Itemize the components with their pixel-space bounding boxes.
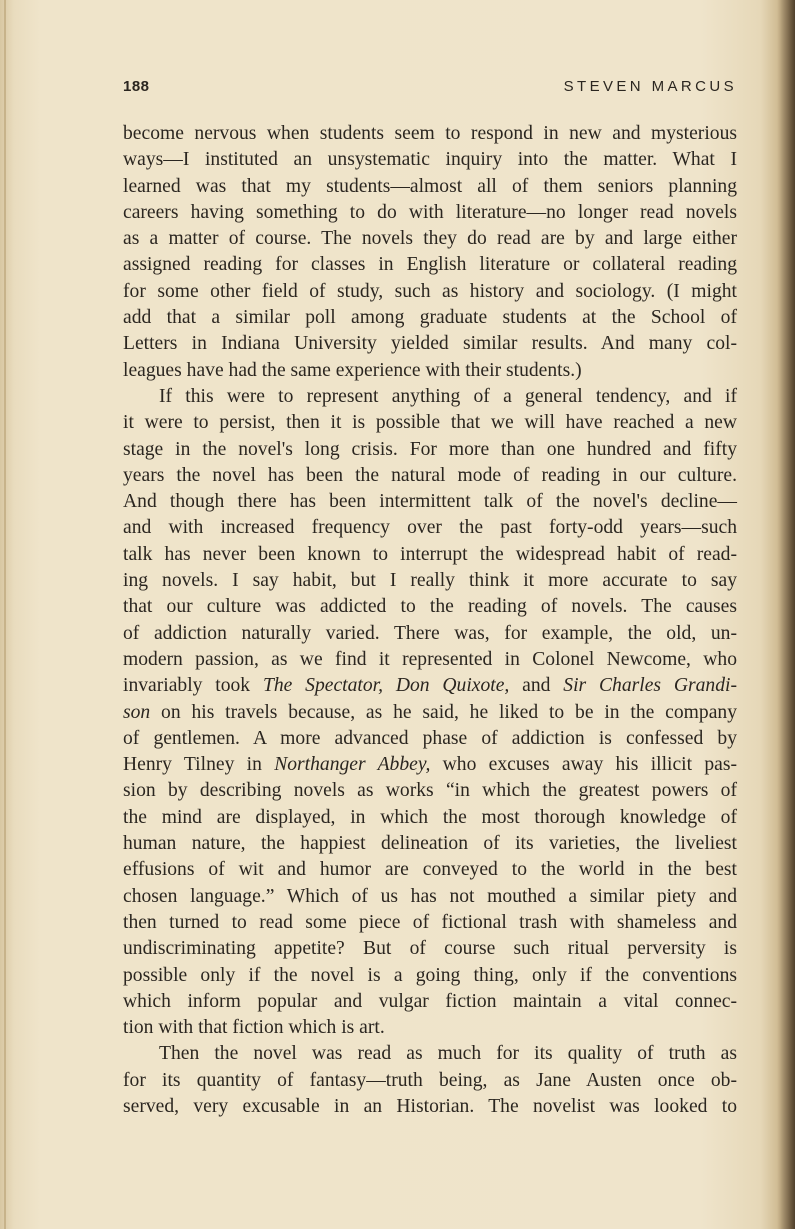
text-line: And though there has been intermittent talk of the novel's decline—	[123, 491, 737, 513]
text-line: then turned to read some piece of fictional trash with shameless and	[123, 911, 737, 933]
gutter-line	[4, 0, 6, 1229]
text-line: and with increased frequency over the past forty-odd years—such	[123, 517, 737, 539]
text-line: add that a similar poll among graduate students at the School of	[123, 307, 737, 329]
text-line: learned was that my students—almost all of them seniors planning	[123, 175, 737, 197]
text-line: ways—I instituted an unsystematic inquiry into the matter. What I	[123, 149, 737, 171]
text-line: which inform popular and vulgar fiction maintain a vital connec-	[123, 990, 737, 1012]
paragraph	[123, 1041, 737, 1120]
text-line: modern passion, as we find it represented in Colonel Newcome, who	[123, 648, 737, 670]
text-line: served, very excusable in an Historian. The novelist was looked to	[123, 1095, 737, 1117]
text-line: of gentlemen. A more advanced phase of addiction is confessed by	[123, 727, 737, 749]
paragraph	[123, 384, 737, 1041]
body-text	[123, 121, 737, 1120]
page-number: 188	[123, 78, 150, 95]
text-line: Then the novel was read as much for its quality of truth as	[159, 1043, 737, 1065]
paragraph	[123, 121, 737, 384]
text-line: for some other field of study, such as history and sociology. (I might	[123, 280, 737, 302]
text-line: the mind are displayed, in which the most thorough knowledge of	[123, 806, 737, 828]
text-line: years the novel has been the natural mode of reading in our culture.	[123, 464, 737, 486]
page-header	[123, 78, 737, 100]
text-line: for its quantity of fantasy—truth being, as Jane Austen once ob-	[123, 1069, 737, 1091]
text-line: human nature, the happiest delineation of its varieties, the liveliest	[123, 833, 737, 855]
text-line: as a matter of course. The novels they do read are by and large either	[123, 228, 737, 250]
italic-title: Sir Charles Grandi-	[563, 675, 737, 697]
text-line: ing novels. I say habit, but I really think it more accurate to say	[123, 570, 737, 592]
text-line: If this were to represent anything of a general tendency, and if	[159, 385, 737, 407]
text-line: become nervous when students seem to respond in new and mysterious	[123, 123, 737, 144]
text-line: stage in the novel's long crisis. For more than one hundred and fifty	[123, 438, 737, 460]
text-line: tion with that fiction which is art.	[123, 1017, 385, 1039]
text-line: sion by describing novels as works “in which the greatest powers of	[123, 780, 737, 802]
text-line: Letters in Indiana University yielded similar results. And many col-	[123, 333, 737, 355]
text-line: talk has never been known to interrupt the widespread habit of read-	[123, 543, 737, 565]
text-line: that our culture was addicted to the reading of novels. The causes	[123, 596, 737, 618]
text-line: effusions of wit and humor are conveyed to the world in the best	[123, 859, 737, 881]
italic-title: Don Quixote,	[395, 675, 510, 697]
italic-title: The Spectator,	[262, 675, 383, 697]
text-line: invariably took The Spectator, Don Quixote, and Sir Charles Grandi-	[123, 675, 737, 697]
text-line: possible only if the novel is a going thing, only if the conventions	[123, 964, 737, 986]
text-line: chosen language.” Which of us has not mouthed a similar piety and	[123, 885, 737, 907]
page-edge-shadow	[777, 0, 795, 1229]
text-line: assigned reading for classes in English literature or collateral reading	[123, 254, 737, 276]
text-line: undiscriminating appetite? But of course such ritual perversity is	[123, 938, 737, 960]
text-line: son on his travels because, as he said, he liked to be in the company	[123, 701, 737, 723]
text-line: careers having something to do with literature—no longer read novels	[123, 201, 737, 223]
text-line: leagues have had the same experience with their students.)	[123, 359, 582, 381]
text-line: of addiction naturally varied. There was, for example, the old, un-	[123, 622, 737, 644]
running-head: STEVEN MARCUS	[563, 78, 737, 95]
italic-title: Northanger Abbey,	[274, 754, 431, 776]
text-line: Henry Tilney in Northanger Abbey, who excuses away his illicit pas-	[123, 754, 737, 776]
text-line: it were to persist, then it is possible that we will have reached a new	[123, 412, 737, 434]
italic-title: son	[123, 701, 151, 723]
